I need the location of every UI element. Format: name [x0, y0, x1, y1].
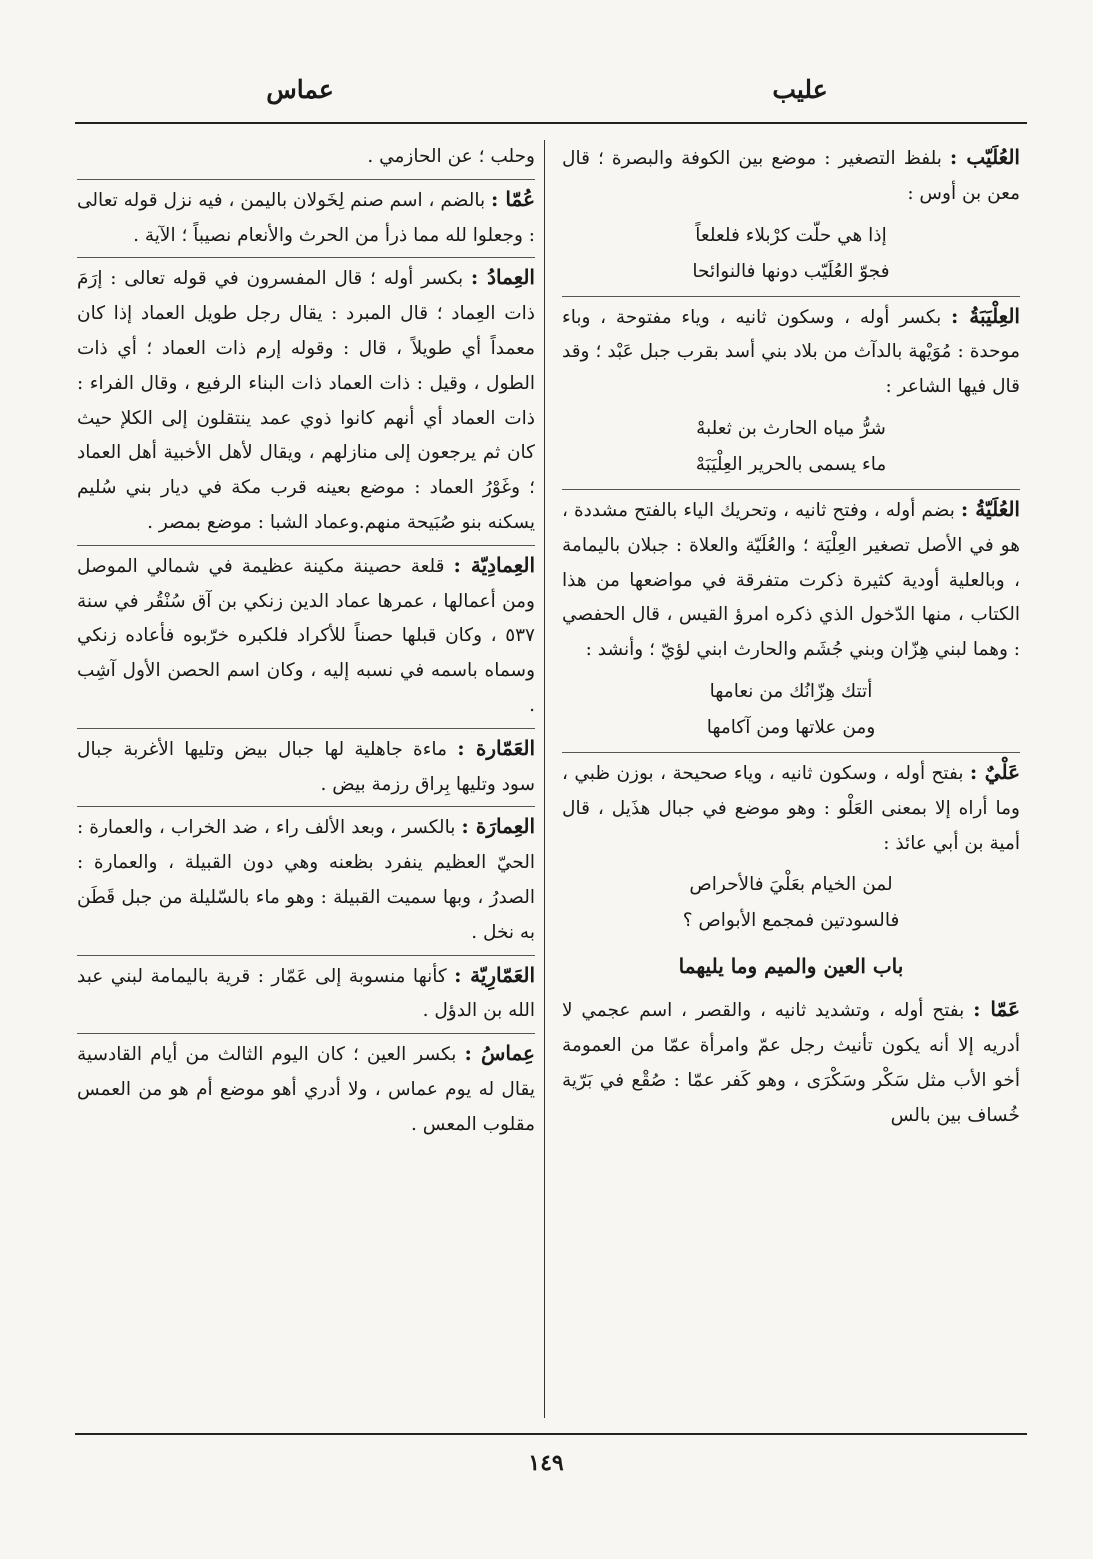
verse	[562, 867, 1020, 939]
entry-text: وحلب ؛ عن الحازمي .	[367, 146, 535, 167]
headword: العِمارَة :	[461, 814, 536, 839]
verse-line: ماء يسمى بالحرير العِلْيَبَهْ	[695, 453, 887, 475]
column-divider	[544, 140, 545, 1418]
headword: العِمادُ :	[470, 265, 535, 290]
entry-text: بالضم ، اسم صنم لِخَولان باليمن ، فيه نزل قوله تعالى : وجعلوا لله مما ذرأ من الحرث والأنعام نصيباً ؛ الآية .	[77, 189, 535, 246]
entry-amma	[562, 992, 1020, 1133]
headword: عَمّا :	[973, 997, 1021, 1022]
entry-text: بكسر أوله ؛ قال المفسرون في قوله تعالى : إرَمَ ذات العِماد ؛ قال المبرد : يقال رجل طويل العماد إذا كان معمداً أي طويلاً ، قال : وقوله إرم ذات العماد ؛ أي ذات الطول ، وقيل : ذات العماد ذات البناء الرفيع ، وقال الفراء : ذات العماد أي أنهم كانوا ذوي عمد ينتقلون إلى الكلإ حيث كان ثم يرجعون إلى منازلهم ، ويقال لأهل الأخبية أهل العماد ؛ وغَوْرُ العماد : موضع بعينه قرب مكة في ديار بني سُليم يسكنه بنو صُبَيحة منهم.وعماد الشبا : موضع بمصر .	[77, 268, 535, 533]
headword: عَلْيٌ :	[969, 759, 1021, 784]
verse-line: فالسودتين فمجمع الأبواص ؟	[682, 910, 900, 932]
verse-line: فجوّ العُلَيّب دونها فالنوائحا	[692, 260, 890, 282]
entry-continuation	[77, 140, 535, 175]
header-rule	[75, 122, 1027, 124]
headword: عُمّا :	[491, 186, 535, 211]
entry-text: قلعة حصينة مكينة عظيمة في شمالي الموصل ومن أعمالها ، عمرها عماد الدين زنكي بن آق سُنْقُر في سنة ٥٣٧ ، وكان قبلها حصناً للأكراد فلكبره خرّبوه فأعاده زنكي وسماه باسمه في نسبه إليه ، وكان اسم الحصن الأول آشِب .	[77, 555, 535, 716]
entry-aluyayb	[562, 140, 1020, 290]
entry-alammara	[77, 728, 535, 803]
running-head-left: عماس	[266, 75, 334, 104]
entry-text: بضم أوله ، وفتح ثانيه ، وتحريك الياء بالفتح مشددة ، هو في الأصل تصغير العِلْيَة ؛ والعُلَيّة والعلاة : جبلان باليمامة ، وبالعلية أودية كثيرة ذكرت متفرقة في مواضعها من هذا الكتاب ، منها الدّخول الذي ذكره امرؤ القيس ، قال الحفصي : وهما لبني هِزّان وبني جُشَم والحارث ابني لؤيّ ؛ وأنشد :	[562, 499, 1020, 661]
headword: العَمّارِيّة :	[454, 962, 536, 987]
headword: عِماسُ :	[464, 1041, 535, 1066]
section-title: باب العين والميم وما يليهما	[678, 954, 904, 979]
entry-alimara	[77, 806, 535, 950]
entry-umma	[77, 179, 535, 254]
headword: العَمّارة :	[457, 735, 536, 760]
verse-line: ومن علاتها ومن آكامها	[706, 716, 876, 738]
headword: العُلَيّةُ :	[960, 496, 1020, 521]
verse-line: لمن الخيام بعَلْيَ فالأحراص	[689, 874, 893, 896]
right-column	[562, 140, 1020, 1137]
entry-text: بلفظ التصغير : موضع بين الكوفة والبصرة ؛ قال معن بن أوس :	[562, 148, 1020, 204]
entry-text: بكسر العين ؛ كان اليوم الثالث من أيام القادسية يقال له يوم عماس ، ولا أدري أهو موضع أم هو من العمس مقلوب المعس .	[77, 1044, 535, 1135]
headword: العِمادِيّة :	[453, 552, 536, 577]
verse	[562, 411, 1020, 483]
entry-text: بفتح أوله ، وسكون ثانيه ، وياء صحيحة ، بوزن ظبي ، وما أراه إلا بمعنى العَلْو : وهو موضع في جبال هذَيل ، قال أمية بن أبي عائذ :	[562, 762, 1020, 854]
entry-imas	[77, 1033, 535, 1142]
entry-alilyaba	[562, 296, 1020, 483]
footer-rule	[75, 1433, 1027, 1435]
entry-text: كأنها منسوبة إلى عَمّار : قرية باليمامة لبني عبد الله بن الدؤل .	[77, 965, 535, 1022]
verse-line: شرُّ مياه الحارث بن ثعلبهْ	[696, 417, 886, 439]
entry-text: ماءة جاهلية لها جبال بيض وتليها الأغربة جبال سود وتليها بِراق رزمة بيض .	[77, 738, 535, 795]
running-head-right: عليب	[772, 75, 828, 104]
entry-text: بكسر أوله ، وسكون ثانيه ، وياء مفتوحة ، وباء موحدة : مُوَيْهة بالدآث من بلاد بني أسد بقرب جبل عَبْد ؛ وقد قال فيها الشاعر :	[562, 306, 1020, 398]
headword: العُلَيّب :	[949, 145, 1020, 169]
headword: العِلْيَبَةُ :	[951, 303, 1020, 328]
verse	[562, 218, 1020, 290]
entry-alimadiyya	[77, 545, 535, 724]
entry-aluyayya	[562, 489, 1020, 746]
entry-alammariyya	[77, 955, 535, 1030]
page-number: ١٤٩	[528, 1450, 564, 1476]
entry-alimad	[77, 257, 535, 540]
verse-line: أتتك هِزّانُك من نعامها	[709, 680, 873, 702]
entry-alyi	[562, 752, 1020, 939]
entry-text: بفتح أوله ، وتشديد ثانيه ، والقصر ، اسم عجمي لا أدريه إلا أنه يكون تأنيث رجل عمّ وامرأة عمّا من العمومة أخو الأب مثل سَكْر وسَكْرَى ، وهو كَفر عمّا : صُقْع في بَرّية خُساف بين بالس	[562, 1000, 1020, 1126]
verse	[562, 674, 1020, 746]
left-column	[77, 140, 535, 1147]
verse-line: إذا هي حلّت كرْبلاء فلعلعاً	[695, 224, 887, 246]
entry-text: بالكسر ، وبعد الألف راء ، ضد الخراب ، والعمارة : الحيّ العظيم ينفرد بظعنه وهي دون القبيلة ، والعمارة : الصدرُ ، وبها سميت القبيلة : وهو ماء بالسّليلة من جبل قَطَن به نخل .	[77, 817, 535, 943]
